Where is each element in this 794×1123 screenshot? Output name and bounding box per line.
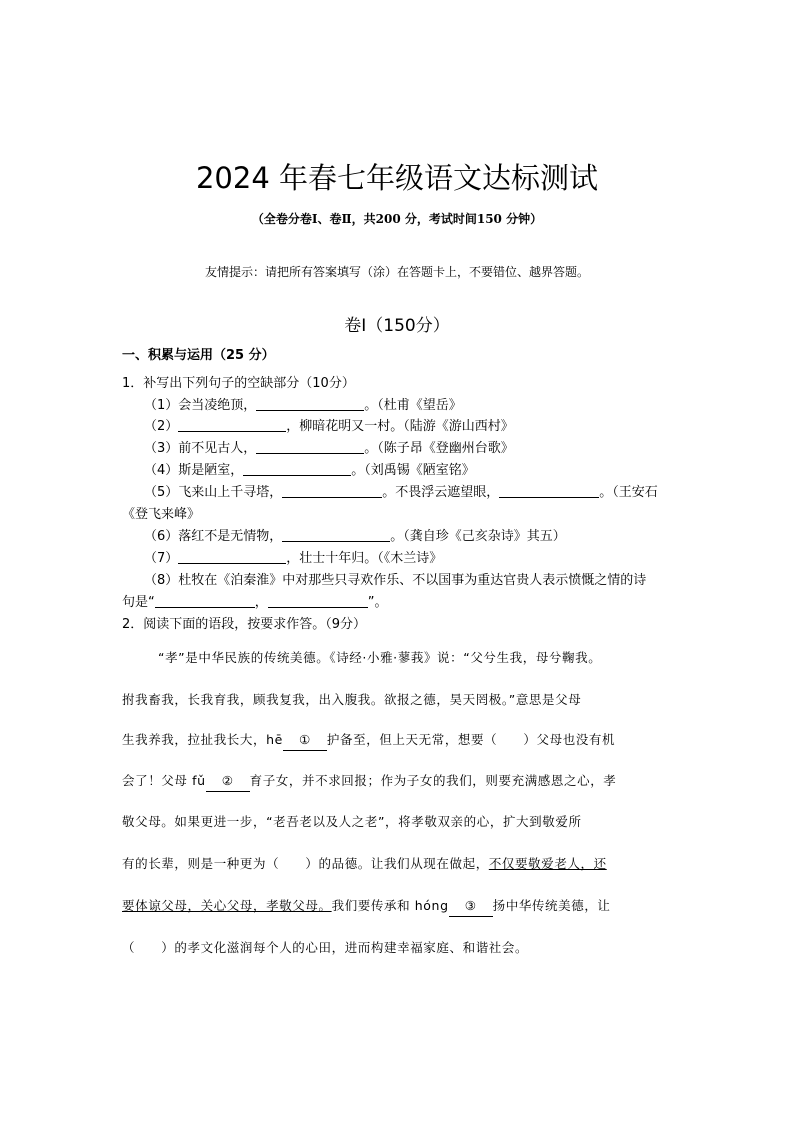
item-source: 。（陈子昂《登幽州台歌》 bbox=[364, 441, 514, 456]
answer-blank bbox=[499, 482, 599, 498]
item-text: ， bbox=[254, 595, 268, 610]
item-source: ，壮士十年归。（《木兰诗》 bbox=[286, 551, 443, 566]
item-text: （5）飞来山上千寻塔， bbox=[144, 485, 283, 500]
question-1-item-5 bbox=[144, 482, 658, 503]
passage-line-3 bbox=[122, 730, 615, 751]
question-1-item-2 bbox=[144, 416, 514, 437]
item-text: （1）会当凌绝顶， bbox=[144, 398, 257, 413]
item-source: 。（刘禹锡《陋室铭》 bbox=[351, 463, 475, 478]
page-title: 2024 年春七年级语文达标测试 bbox=[195, 161, 599, 195]
pinyin-blank: ② bbox=[206, 771, 250, 792]
underlined-sentence: 要体谅父母，关心父母，孝敬父母。 bbox=[122, 898, 332, 913]
passage-line-4 bbox=[122, 771, 616, 792]
passage-line-6 bbox=[122, 854, 607, 874]
question-1-item-4 bbox=[144, 460, 475, 481]
answer-blank bbox=[178, 548, 286, 564]
volume-heading: 卷Ⅰ（150分） bbox=[344, 316, 450, 336]
passage-line-2: 拊我畜我，长我育我，顾我复我，出入腹我。欲报之德，昊天罔极。”意思是父母 bbox=[122, 692, 582, 707]
question-1-item-5-source: 《登飞来峰》 bbox=[122, 507, 201, 522]
passage-text: 有的长辈，则是一种更为（ ）的品德。让我们从现在做起， bbox=[122, 856, 489, 871]
item-source: 。（王安石 bbox=[599, 485, 658, 500]
passage-line-8: （ ）的孝文化滋润每个人的心田，进而构建幸福家庭、和谐社会。 bbox=[122, 940, 529, 955]
pinyin-blank: ③ bbox=[449, 896, 493, 917]
item-text: ”。 bbox=[367, 595, 388, 610]
item-text: （7） bbox=[144, 551, 179, 566]
passage-text: 会了！父母 fǔ bbox=[122, 773, 206, 788]
question-1-item-6 bbox=[144, 526, 566, 547]
item-text: 句是“ bbox=[122, 595, 155, 610]
question-2-stem: 2．阅读下面的语段，按要求作答。（9分） bbox=[122, 617, 367, 632]
item-text: （4）斯是陋室， bbox=[144, 463, 244, 478]
question-1-item-8: （8）杜牧在《泊秦淮》中对那些只寻欢作乐、不以国事为重达官贵人表示愤慨之情的诗 bbox=[144, 573, 647, 588]
friendly-tip: 友情提示：请把所有答案填写（涂）在答题卡上，不要错位、越界答题。 bbox=[204, 265, 589, 279]
answer-blank bbox=[268, 592, 368, 608]
question-1-item-1 bbox=[144, 395, 462, 416]
question-1-item-3 bbox=[144, 438, 514, 459]
answer-blank bbox=[243, 460, 351, 476]
item-text: 。不畏浮云遮望眼， bbox=[382, 485, 500, 500]
passage-line-7 bbox=[122, 896, 611, 917]
item-text: （3）前不见古人， bbox=[144, 441, 257, 456]
item-text: （2） bbox=[144, 419, 179, 434]
passage-text: 我们要传承和 hóng bbox=[331, 898, 449, 913]
answer-blank bbox=[282, 526, 390, 542]
passage-text: 护备至，但上天无常，想要（ ）父母也没有机 bbox=[326, 732, 616, 747]
answer-blank bbox=[178, 416, 286, 432]
pinyin-blank: ① bbox=[283, 730, 327, 751]
answer-blank bbox=[256, 438, 364, 454]
underlined-sentence: 不仅要敬爱老人，还 bbox=[488, 856, 607, 871]
item-source: 。（龚自珍《己亥杂诗》其五） bbox=[390, 529, 566, 544]
question-1-item-8-answer bbox=[122, 592, 388, 613]
answer-blank bbox=[256, 395, 364, 411]
item-text: （6）落红不是无情物， bbox=[144, 529, 283, 544]
exam-info: （全卷分卷Ⅰ、卷Ⅱ，共200 分，考试时间150 分钟） bbox=[251, 212, 543, 226]
question-1-stem: 1．补写出下列句子的空缺部分（10分） bbox=[122, 376, 355, 391]
section-heading: 一、积累与运用（25 分） bbox=[122, 348, 275, 363]
item-source: 。（杜甫《望岳》 bbox=[364, 398, 462, 413]
passage-line-1: “孝”是中华民族的传统美德。《诗经·小雅·蓼莪》说：“父兮生我，母兮鞠我。 bbox=[158, 650, 602, 665]
answer-blank bbox=[282, 482, 382, 498]
passage-line-5: 敬父母。如果更进一步，“老吾老以及人之老”，将孝敬双亲的心，扩大到敬爱所 bbox=[122, 814, 582, 829]
question-1-item-7 bbox=[144, 548, 442, 569]
passage-text: 生我养我，拉扯我长大，hē bbox=[122, 732, 283, 747]
item-source: ，柳暗花明又一村。（陆游《游山西村》 bbox=[286, 419, 514, 434]
passage-text: 扬中华传统美德，让 bbox=[492, 898, 611, 913]
answer-blank bbox=[155, 592, 255, 608]
passage-text: 育子女，并不求回报；作为子女的我们，则要充满感恩之心，孝 bbox=[249, 773, 617, 788]
